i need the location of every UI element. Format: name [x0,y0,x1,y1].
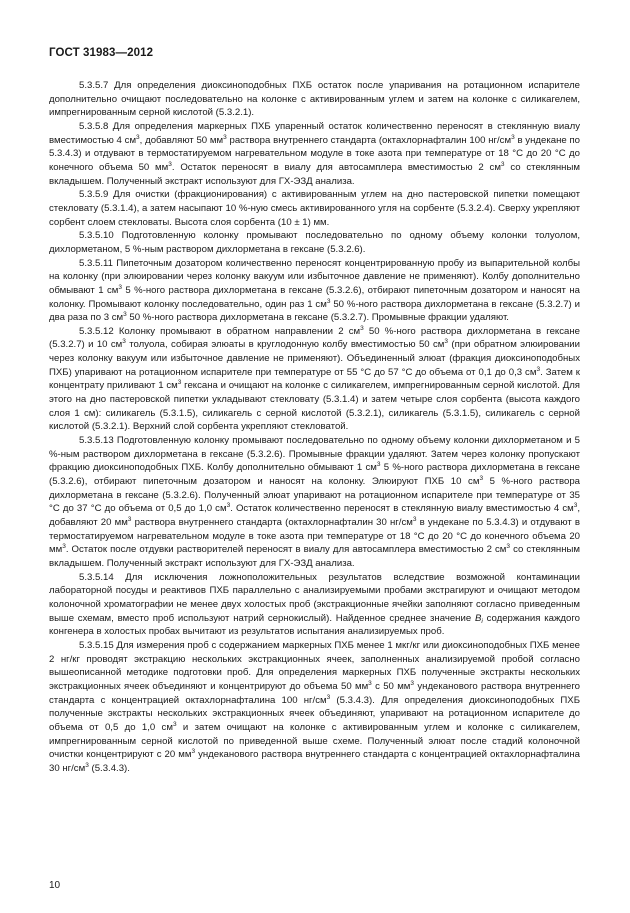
paragraph-p5357: 5.3.5.7 Для определения диоксиноподобных ПХБ остаток после упаривания на ротационном испарителе дополнительно очищают последовательно на колонке с активированным углем и затем на колонке с силикагелем, импрегнированным серной кислотой (5.3.2.1). [49,80,580,119]
paragraph-p53512: 5.3.5.12 Колонку промывают в обратном направлении 2 $см^3$ 50 %-ного раствора дихлорметана в гексане (5.3.2.7) и 10 $см^3$ толуола, собирая элюаты в круглодонную колбу вместимостью 50 $см^3$ (при обратном элюировании через колонку вакуум или избыточное давление не применяют). Объединенный элюат (фракция диоксиноподобных ПХБ) упаривают на ротационном испарителе при температуре от 55 °С до 57 °С до объема от 0,1 до 0,3 $см^3$. Затем к концентрату приливают 1 $см^3$ гексана и очищают на колонке с силикагелем, импрегнированным серной кислотой. Для этого на дно пастеровской пипетки укладывают стекловату (5.3.1.4) и затем четыре слоя сорбента (высота каждого слоя 1 см): силикагель (5.3.1.5), силикагель с серной кислотой (5.3.2.1), силикагель (5.3.1.5), силикагель с серной кислотой (5.3.2.1). Верхний слой сорбента укрепляют стекловатой. [49,324,581,433]
paragraph-p53510: 5.3.5.10 Подготовленную колонку промывают последовательно по одному объему колонки толуолом, дихлорметаном, 5 %-ным раствором дихлорметана в гексане (5.3.2.6). [49,230,580,255]
paragraph-p53513: 5.3.5.13 Подготовленную колонку промывают последовательно по одному объему колонки дихлорметаном и 5 %-ным раствором дихлорметана в гексане (5.3.2.6). Промывные фракции удаляют. Затем через колонку пропускают фракцию диоксиноподобных ПХБ. Колбу дополнительно обмывают 1 $см^3$ 5 %-ного раствора дихлорметана в гексане (5.3.2.6), отбирают пипеточным дозатором и наносят на колонку. Элюируют ПХБ 10 $см^3$ 5 %-ного раствора дихлорметана в гексане (5.3.2.6). Полученный элюат упаривают на ротационном испарителе при температуре от 35 °С до 37 °С до объема от 0,5 до 1,0 $см^3$. Остаток количественно переносят в стеклянную виалу вместимостью 4 $см^3$, добавляют 20 $мм^3$ раствора внутреннего стандарта (октахлорнафталин 30 $нг/см^3$ в ундекане по 5.3.4.3) и отдувают в термостатируемом нагревательном модуле в токе азота при температуре от 18 °С до 20 °С до конечного объема 20 $мм^3$. Остаток после отдувки растворителей переносят в виалу для автосамплера вместимостью 2 $см^3$ со стеклянным вкладышем. Полученный экстракт используют для ГХ-ЭЗД анализа. [49,435,581,569]
page-number: 10 [49,880,61,891]
document-body [49,79,580,775]
paragraph-p5359: 5.3.5.9 Для очистки (фракционирования) с активированным углем на дно пастеровской пипетки помещают стекловату (5.3.1.4), а затем насыпают 10 %-ную смесь активированного угля на сорбенте (5.3.2.4). Сверху укрепляют сорбент слоем стекловаты. Высота слоя сорбента (10 ± 1) мм. [49,189,580,228]
paragraph-p5358: 5.3.5.8 Для определения маркерных ПХБ упаренный остаток количественно переносят в стеклянную виалу вместимостью 4 $см^3$, добавляют 50 $мм^3$ раствора внутреннего стандарта (октахлорнафталин 100 $нг/см^3$ в ундекане по 5.3.4.3) и отдувают в термостатируемом нагревательном модуле в токе азота при температуре от 18 °С до 20 °С до конечного объема 50 $мм^3$. Остаток переносят в виалу для автосамплера вместимостью 2 $см^3$ со стеклянным вкладышем. Полученный экстракт используют для ГХ-ЭЗД анализа. [49,120,581,187]
paragraph-p53511: 5.3.5.11 Пипеточным дозатором количественно переносят концентрированную пробу из выпарительной колбы на колонку (при элюировании через колонку вакуум или избыточное давление не применяют). Колбу дополнительно обмывают 1 $см^3$ 5 %-ного раствора дихлорметана в гексане (5.3.2.6), отбирают пипеточным дозатором и наносят на колонку. Промывают колонку последовательно, один раз 1 $см^3$ 50 %-ного раствора дихлорметана в гексане (5.3.2.7) и два раза по 3 $см^3$ 50 %-ного раствора дихлорметана в гексане (5.3.2.7). Промывные фракции удаляют. [49,257,580,324]
page-header-standard-title: ГОСТ 31983—2012 [49,47,154,59]
paragraph-p53515: 5.3.5.15 Для измерения проб с содержанием маркерных ПХБ менее 1 мкг/кг или диоксиноподобных ПХБ менее 2 нг/кг проводят экстракцию нескольких экстракционных ячеек, заполненных анализируемой пробой согласно вышеописанной методике подготовки проб. Для определения маркерных ПХБ полученные экстракты нескольких экстракционных ячеек объединяют и концентрируют до объема 50 $мм^3$ с 50 $мм^3$ ундеканового раствора внутреннего стандарта с концентрацией октахлорнафталина 100 $нг/см^3$ (5.3.4.3). Для определения диоксиноподобных ПХБ полученные экстракты нескольких экстракционных ячеек объединяют, упаривают на ротационном испарителе до объема от 0,5 до 1,0 $см^3$ и затем очищают на колонке с активированным углем и колонке с силикагелем, импрегнированным серной кислотой по приведенной выше схеме. Полученный элюат после стадий колоночной очистки концентрируют с 20 $мм^3$ ундеканового раствора внутреннего стандарта с концентрацией октахлорнафталина 30 $нг/см^3$ (5.3.4.3). [49,639,581,774]
paragraph-p53514: 5.3.5.14 Для исключения ложноположительных результатов вследствие возможной контаминации лабораторной посуды и реактивов ПХБ параллельно с анализируемыми пробами экстрагируют и очищают методом колоночной хроматографии не менее двух холостых проб (экстракционные ячейки заполняют согласно приведенным выше схемам, вместо проб используют натрий сернокислый). Найденное среднее значение $B_i$ содержания каждого конгенера в холостых пробах вычитают из результатов испытания анализируемых проб. [49,571,580,638]
